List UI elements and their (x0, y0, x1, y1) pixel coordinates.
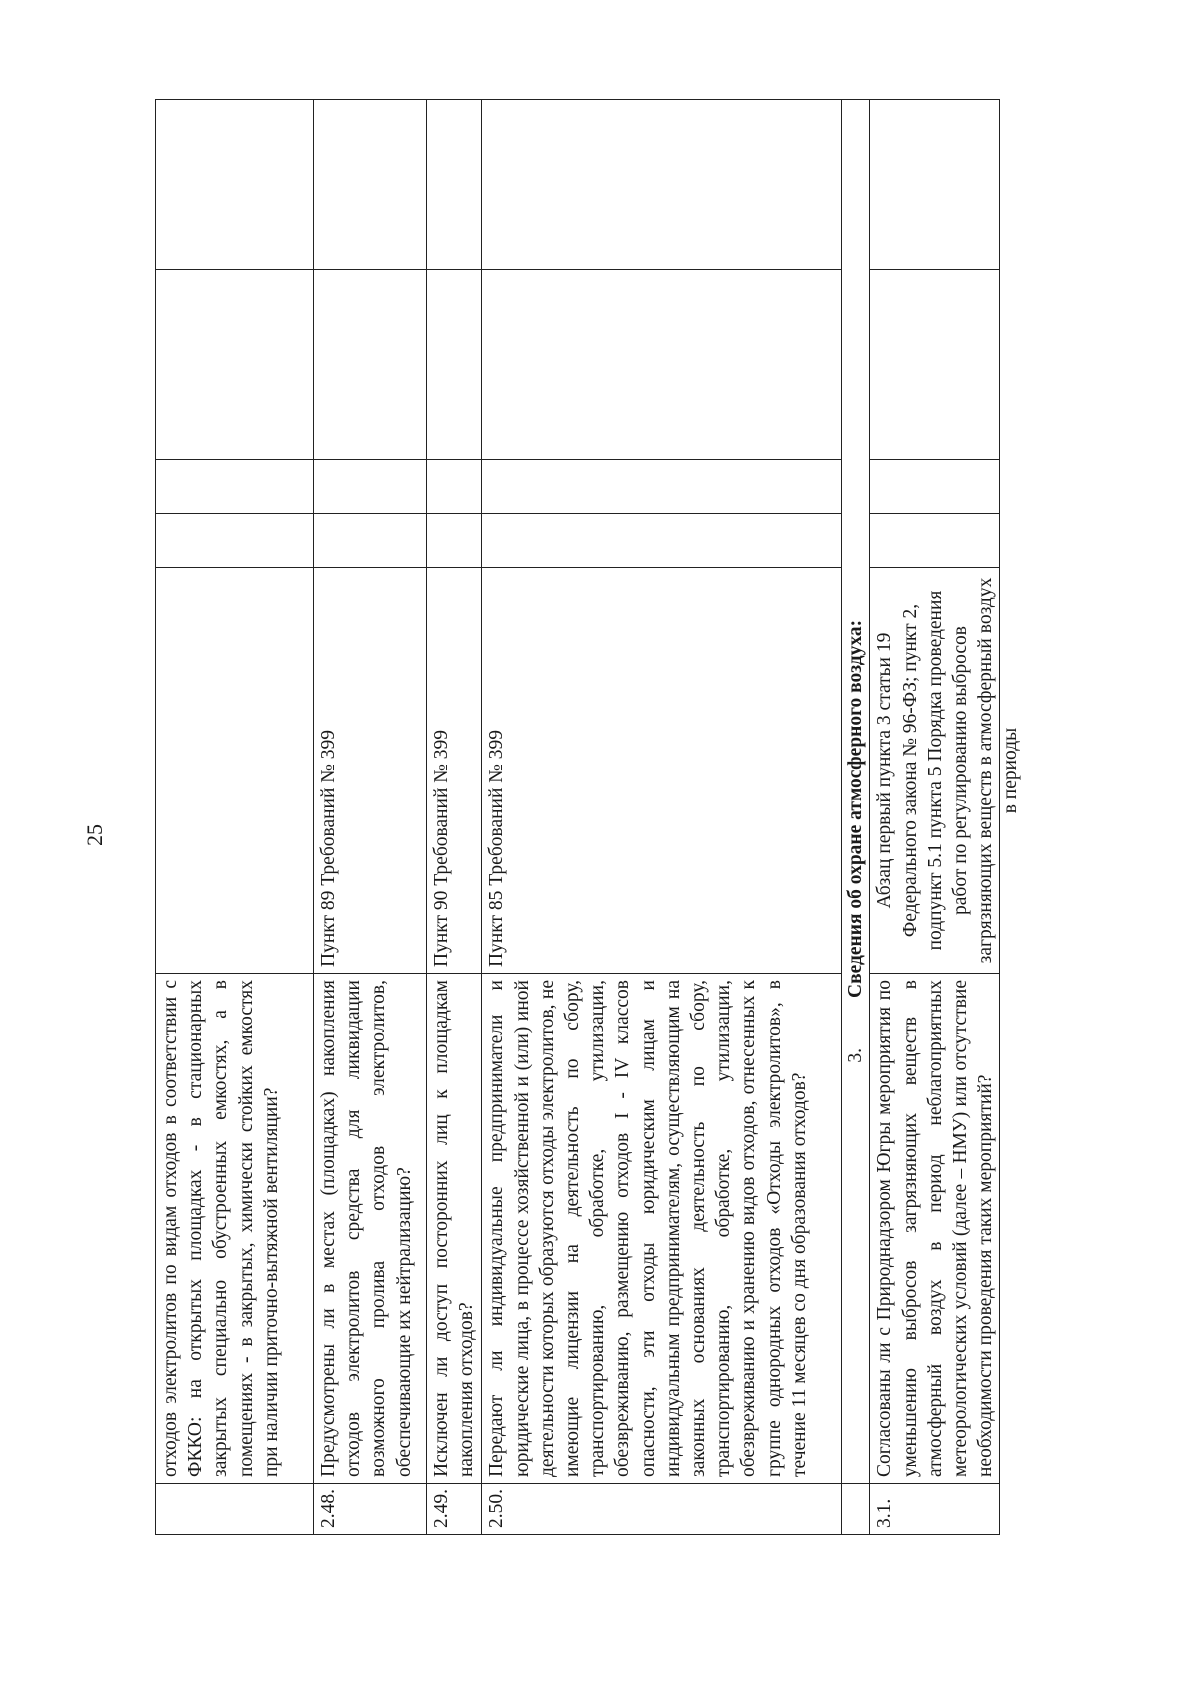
rotated-table-page (155, 100, 1035, 1535)
empty-cell (842, 1484, 870, 1535)
empty-cell (156, 514, 314, 568)
empty-cell (156, 270, 314, 460)
table-row (314, 100, 427, 1535)
section-title: Сведения об охране атмосферного воздуха: (844, 619, 866, 998)
row-number: 2.49. (427, 1484, 482, 1535)
empty-cell (427, 100, 482, 270)
table-row (427, 100, 482, 1535)
page-number: 25 (82, 824, 107, 846)
empty-cell (314, 514, 427, 568)
question-cell: Исключен ли доступ посторонних лиц к площадкам накопления отходов? (427, 974, 482, 1484)
empty-cell (427, 514, 482, 568)
table-row (156, 100, 314, 1535)
row-number (156, 1484, 314, 1535)
empty-cell (482, 100, 842, 270)
empty-cell (314, 270, 427, 460)
section-header-row (842, 100, 870, 1535)
reference-cell: Пункт 89 Требований № 399 (314, 568, 427, 974)
empty-cell (482, 270, 842, 460)
question-cell: Передают ли индивидуальные предприниматели и юридические лица, в процессе хозяйственной и (или) иной деятельности которых образуются отходы электролитов, не имеющие лицензии на деятельность по сбору, транспортированию, обработке, утилизации, обезвреживанию, размещению отходов I - IV классов опасности, эти отходы юридическим лицам и индивидуальным предпринимателям, осуществляющим на законных основаниях деятельность по сбору, транспортированию, обработке, утилизации, обезвреживанию и хранению видов отходов, отнесенных к группе однородных отходов «Отходы электролитов», в течение 11 месяцев со дня образования отходов? (482, 974, 842, 1484)
empty-cell (427, 270, 482, 460)
empty-cell (427, 460, 482, 514)
empty-cell (482, 460, 842, 514)
reference-cell: Пункт 85 Требований № 399 (482, 568, 842, 974)
question-cell (870, 974, 1000, 1484)
empty-cell (870, 460, 1000, 514)
empty-cell (314, 100, 427, 270)
section-number: 3. (844, 1048, 866, 1063)
empty-cell (870, 270, 1000, 460)
question-text: Согласованы ли с Природнадзором Югры мероприятия по уменьшению выбросов загрязняющих веществ в атмосферный воздух в период неблагоприятных метеорологических условий (далее – НМУ) или отсутствие необходимости проведения таких мероприятий? (874, 980, 997, 1477)
row-number: 3.1. (870, 1484, 1000, 1535)
reference-cell (156, 568, 314, 974)
question-cell: Предусмотрены ли в местах (площадках) накопления отходов электролитов средства для ликвидации возможного пролива отходов электролитов, обеспечивающие их нейтрализацию? (314, 974, 427, 1484)
inspection-table (155, 99, 1022, 1535)
table-row (482, 100, 842, 1535)
row-number: 2.48. (314, 1484, 427, 1535)
table-row (870, 100, 1000, 1535)
empty-cell (156, 100, 314, 270)
row-number: 2.50. (482, 1484, 842, 1535)
reference-text: Абзац первый пункта 3 статьи 19 Федерального закона № 96-ФЗ; пункт 2, подпункт 5.1 пункта 5 Порядка проведения работ по регулированию выбросов загрязняющих веществ в атмосферный воздух в периоды (874, 577, 1022, 964)
empty-cell (156, 460, 314, 514)
reference-cell: Пункт 90 Требований № 399 (427, 568, 482, 974)
question-cell: отходов электролитов по видам отходов в соответствии с ФККО: на открытых площадках - в стационарных закрытых специально обустроенных емкостях, а в помещениях - в закрытых, химически стойких емкостях при наличии приточно-вытяжной вентиляции? (156, 974, 314, 1484)
empty-cell (482, 514, 842, 568)
reference-cell (870, 568, 1022, 974)
empty-cell (870, 100, 1000, 270)
empty-cell (314, 460, 427, 514)
empty-cell (870, 514, 1000, 568)
